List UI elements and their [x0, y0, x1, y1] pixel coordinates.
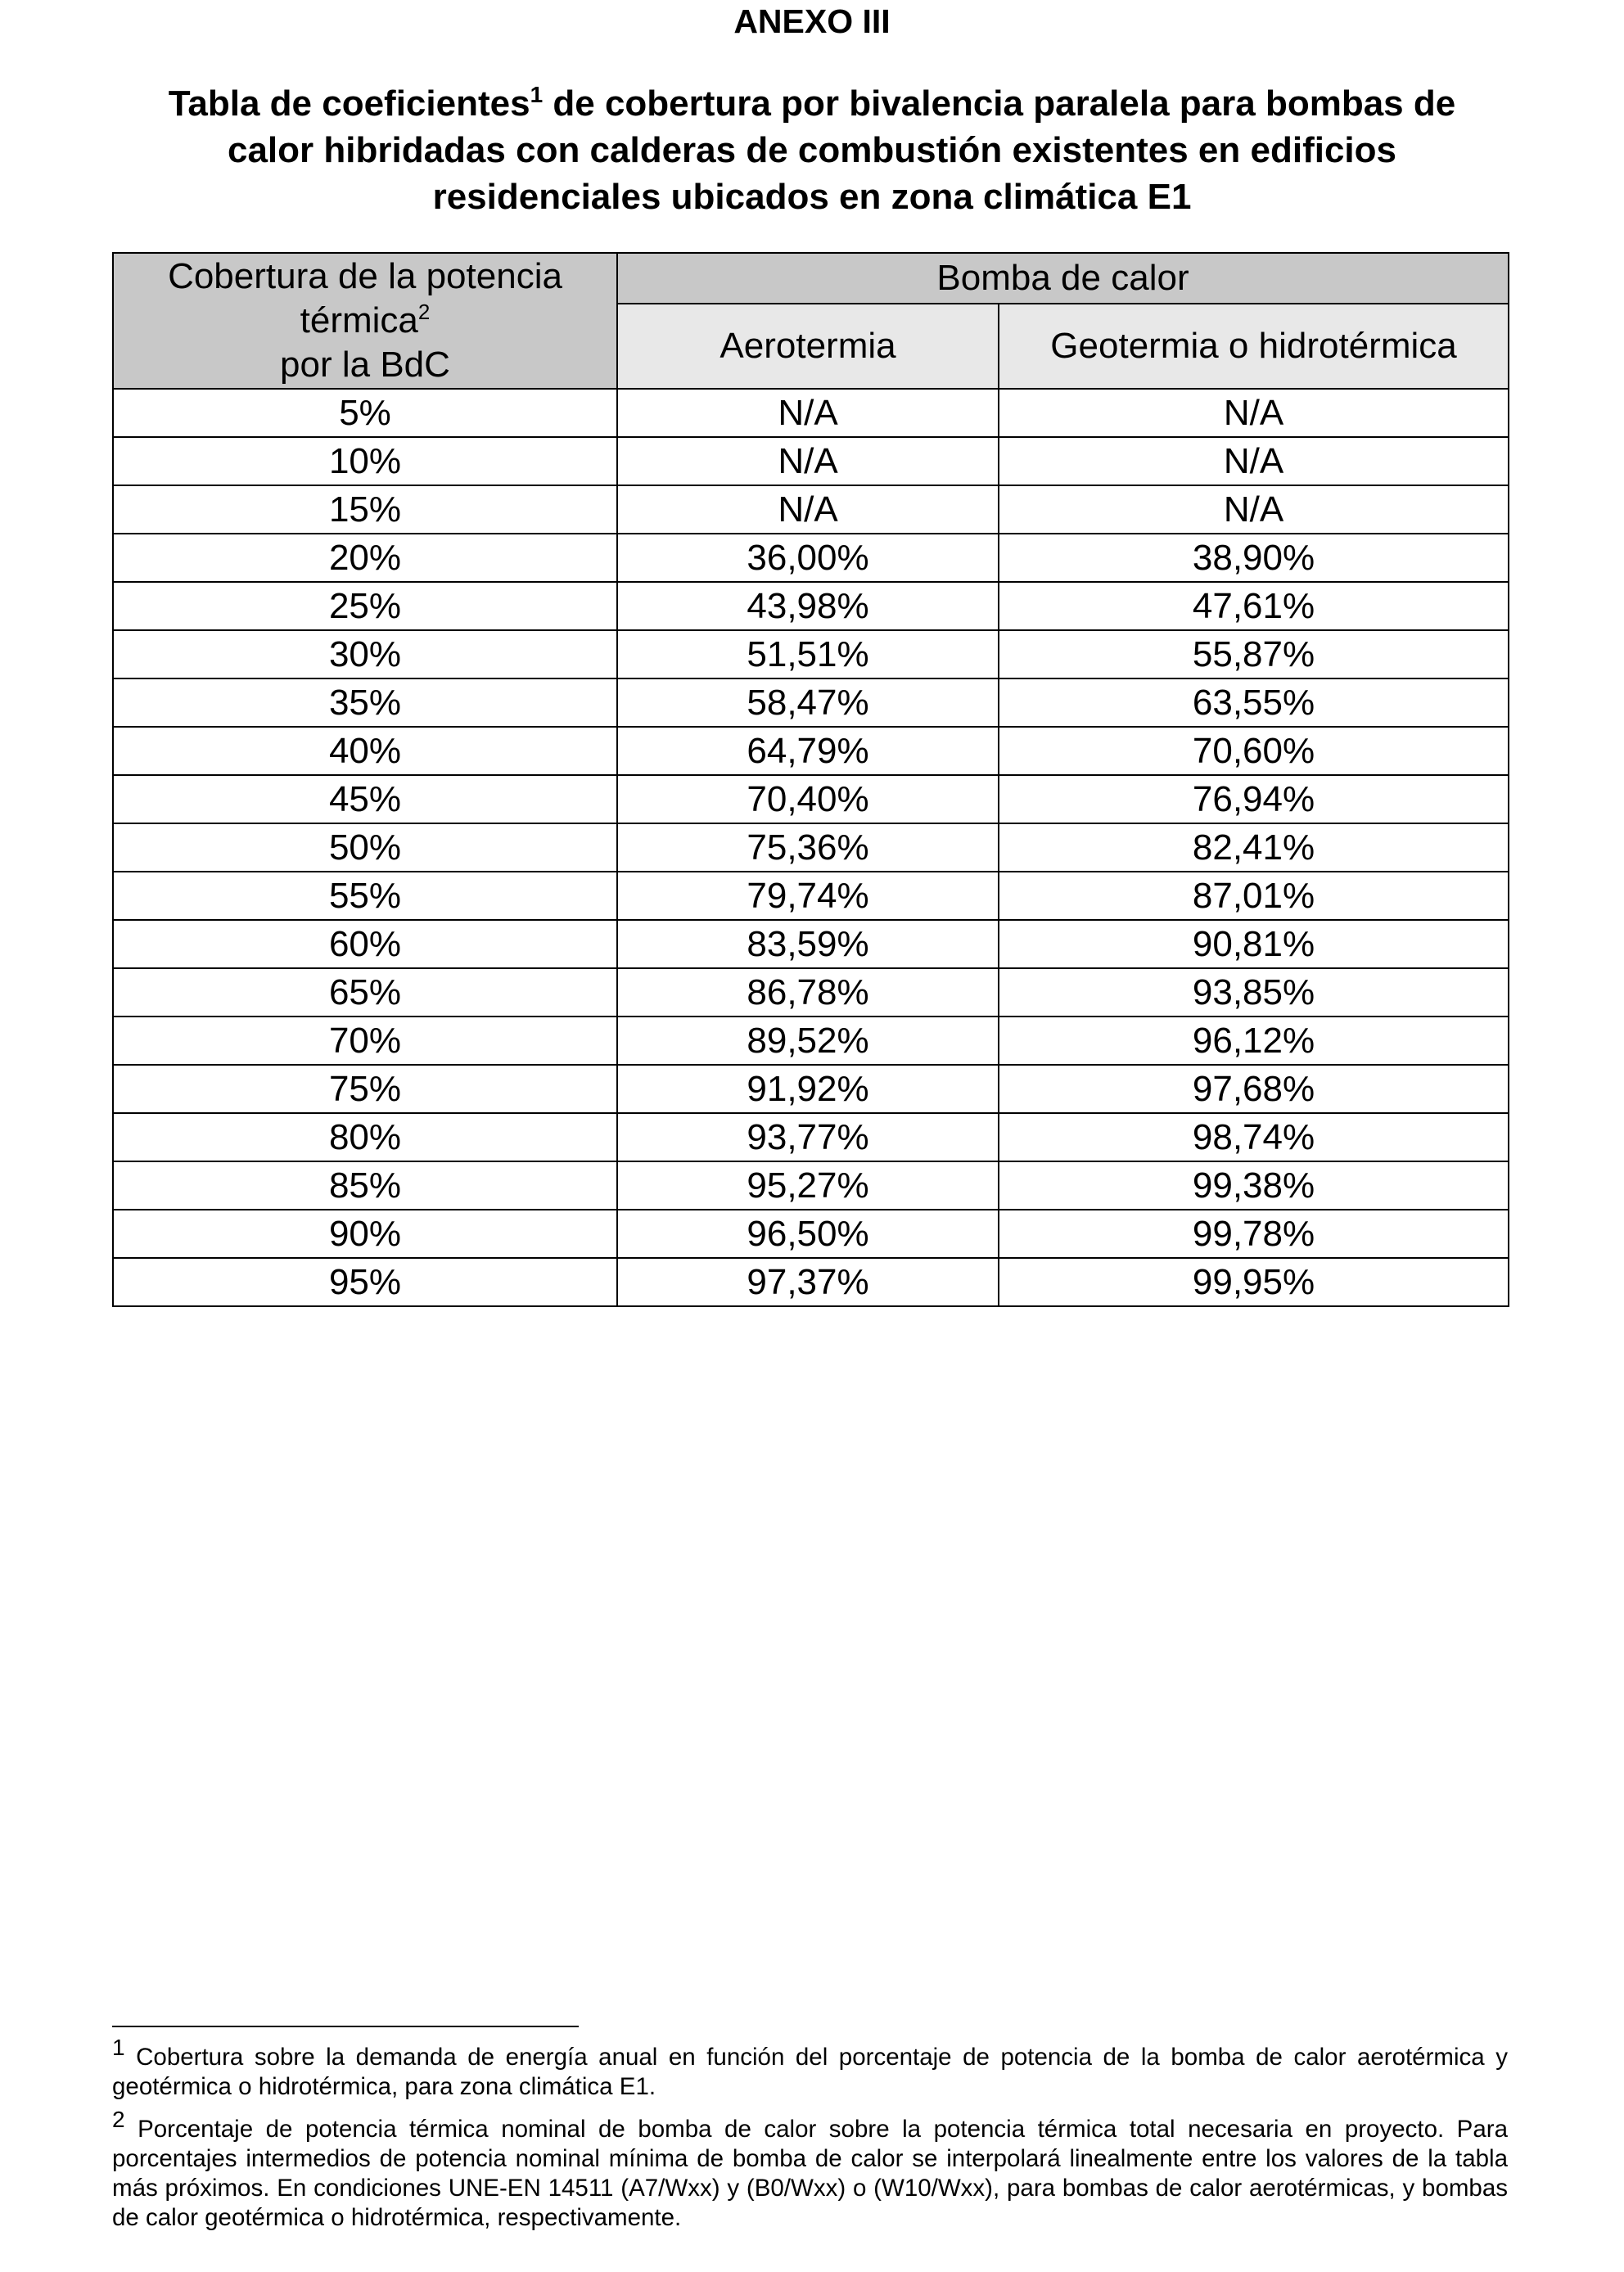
geothermal-cell: 99,95%: [999, 1258, 1509, 1306]
coverage-cell: 10%: [113, 437, 617, 485]
geothermal-cell: 97,68%: [999, 1065, 1509, 1113]
table-row: [113, 775, 1509, 823]
document-title-text-continued: de cobertura por bivalencia paralela para bombas de calor hibridadas con calderas de combustión existentes en edificios residenciales ubicados en zona climática E1: [227, 83, 1456, 217]
coverage-cell: 25%: [113, 582, 617, 630]
geothermal-cell: 63,55%: [999, 678, 1509, 727]
footnote-text: Porcentaje de potencia térmica nominal de bomba de calor sobre la potencia térmica total necesaria en proyecto. Para porcentajes intermedios de potencia nominal mínima de bomba de calor se interpolará linealmente entre los valores de la tabla más próximos. En condiciones UNE-EN 14511 (A7/Wxx) y (B0/Wxx) o (W10/Wxx), para bombas de calor aerotérmicas, y bombas de calor geotérmica o hidrotérmica, respectivamente.: [112, 2116, 1508, 2231]
geothermal-cell: 93,85%: [999, 968, 1509, 1017]
aerothermal-cell: 64,79%: [617, 727, 999, 775]
geothermal-cell: 98,74%: [999, 1113, 1509, 1161]
header-coverage: [113, 253, 617, 389]
coverage-cell: 30%: [113, 630, 617, 678]
geothermal-cell: 87,01%: [999, 872, 1509, 920]
geothermal-cell: N/A: [999, 485, 1509, 534]
aerothermal-cell: 36,00%: [617, 534, 999, 582]
footnote-marker: 1: [112, 2035, 125, 2060]
aerothermal-cell: N/A: [617, 437, 999, 485]
table-row: [113, 1210, 1509, 1258]
annex-title: ANEXO III: [733, 2, 891, 40]
aerothermal-cell: 51,51%: [617, 630, 999, 678]
aerothermal-cell: N/A: [617, 389, 999, 437]
aerothermal-cell: 89,52%: [617, 1017, 999, 1065]
coefficients-table: [112, 252, 1509, 1307]
geothermal-cell: 96,12%: [999, 1017, 1509, 1065]
footnote-1: [112, 2035, 1508, 2102]
table-row: [113, 485, 1509, 534]
geothermal-cell: 38,90%: [999, 534, 1509, 582]
geothermal-cell: 82,41%: [999, 823, 1509, 872]
header-heat-pump: Bomba de calor: [617, 253, 1509, 304]
table-row: [113, 1017, 1509, 1065]
footnotes: [112, 2035, 1508, 2246]
geothermal-cell: 99,38%: [999, 1161, 1509, 1210]
coverage-cell: 65%: [113, 968, 617, 1017]
coverage-cell: 75%: [113, 1065, 617, 1113]
table-row: [113, 1161, 1509, 1210]
header-coverage-text: Cobertura de la potencia térmica: [168, 256, 562, 340]
table-row: [113, 823, 1509, 872]
table-row: [113, 968, 1509, 1017]
header-coverage-text-continued: por la BdC: [280, 345, 450, 385]
aerothermal-cell: 79,74%: [617, 872, 999, 920]
coverage-cell: 70%: [113, 1017, 617, 1065]
aerothermal-cell: 58,47%: [617, 678, 999, 727]
table-row: [113, 630, 1509, 678]
geothermal-cell: 70,60%: [999, 727, 1509, 775]
table-row: [113, 920, 1509, 968]
table-row: [113, 678, 1509, 727]
coverage-cell: 60%: [113, 920, 617, 968]
table-header: [113, 253, 1509, 389]
aerothermal-cell: 70,40%: [617, 775, 999, 823]
coverage-cell: 55%: [113, 872, 617, 920]
header-geothermal: Geotermia o hidrotérmica: [999, 304, 1509, 389]
aerothermal-cell: 43,98%: [617, 582, 999, 630]
aerothermal-cell: 83,59%: [617, 920, 999, 968]
table-row: [113, 872, 1509, 920]
coverage-cell: 90%: [113, 1210, 617, 1258]
geothermal-cell: 99,78%: [999, 1210, 1509, 1258]
coverage-cell: 35%: [113, 678, 617, 727]
coverage-cell: 5%: [113, 389, 617, 437]
aerothermal-cell: 86,78%: [617, 968, 999, 1017]
aerothermal-cell: 97,37%: [617, 1258, 999, 1306]
coverage-cell: 95%: [113, 1258, 617, 1306]
geothermal-cell: 55,87%: [999, 630, 1509, 678]
table-row: [113, 1065, 1509, 1113]
geothermal-cell: N/A: [999, 437, 1509, 485]
table-row: [113, 1113, 1509, 1161]
aerothermal-cell: N/A: [617, 485, 999, 534]
coverage-cell: 45%: [113, 775, 617, 823]
coverage-cell: 50%: [113, 823, 617, 872]
document-title-text: Tabla de coeficientes: [168, 83, 530, 124]
table-row: [113, 1258, 1509, 1306]
footnote-ref-1: 1: [530, 82, 544, 107]
footnote-ref-2: 2: [417, 300, 431, 324]
document-title: [156, 80, 1468, 220]
footnote-text: Cobertura sobre la demanda de energía anual en función del porcentaje de potencia de la bomba de calor aerotérmica y geotérmica o hidrotérmica, para zona climática E1.: [112, 2044, 1508, 2100]
coverage-cell: 80%: [113, 1113, 617, 1161]
table-body: [113, 389, 1509, 1306]
aerothermal-cell: 93,77%: [617, 1113, 999, 1161]
table-row: [113, 727, 1509, 775]
aerothermal-cell: 75,36%: [617, 823, 999, 872]
geothermal-cell: N/A: [999, 389, 1509, 437]
coverage-cell: 20%: [113, 534, 617, 582]
aerothermal-cell: 96,50%: [617, 1210, 999, 1258]
coverage-cell: 85%: [113, 1161, 617, 1210]
table-row: [113, 389, 1509, 437]
footnote-marker: 2: [112, 2107, 125, 2132]
coverage-cell: 15%: [113, 485, 617, 534]
geothermal-cell: 90,81%: [999, 920, 1509, 968]
aerothermal-cell: 95,27%: [617, 1161, 999, 1210]
footnote-divider: [112, 2026, 579, 2027]
geothermal-cell: 47,61%: [999, 582, 1509, 630]
coverage-cell: 40%: [113, 727, 617, 775]
geothermal-cell: 76,94%: [999, 775, 1509, 823]
aerothermal-cell: 91,92%: [617, 1065, 999, 1113]
footnote-2: [112, 2107, 1508, 2233]
header-aerothermal: Aerotermia: [617, 304, 999, 389]
table-row: [113, 582, 1509, 630]
table-row: [113, 534, 1509, 582]
table-row: [113, 437, 1509, 485]
